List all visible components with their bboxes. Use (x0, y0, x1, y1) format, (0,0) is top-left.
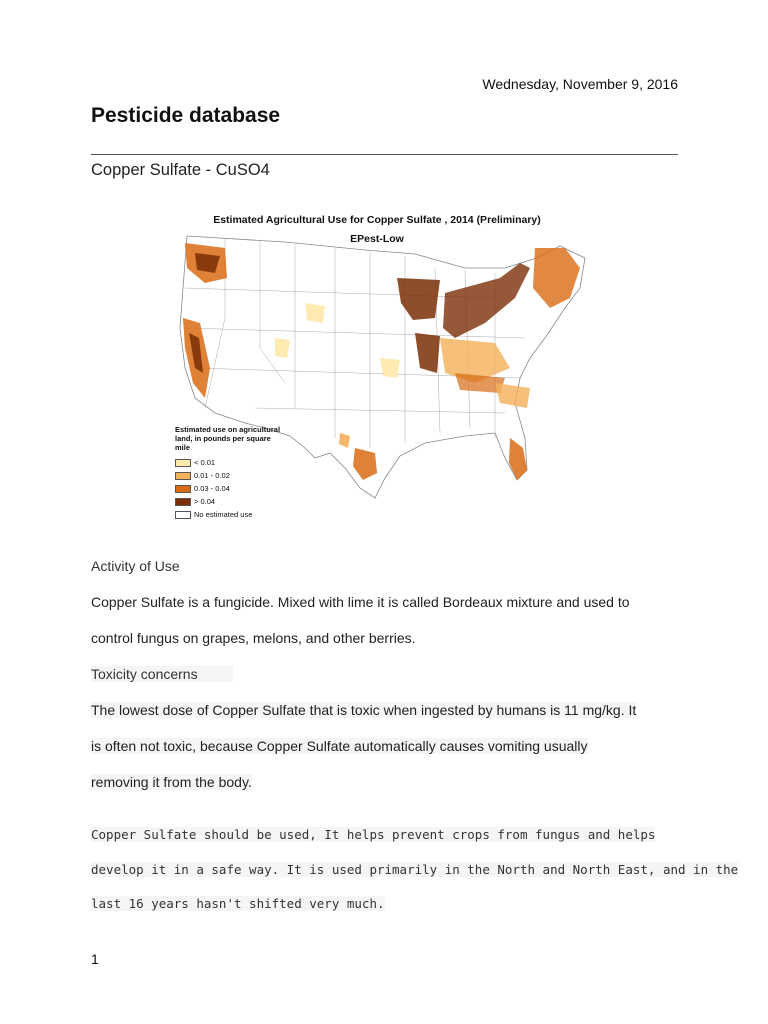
toxicity-line-3: removing it from the body. (91, 774, 252, 790)
map-subtitle: EPest-Low (350, 233, 404, 245)
legend-item (175, 495, 285, 508)
activity-heading: Activity of Use (91, 558, 180, 574)
legend-item (175, 469, 285, 482)
page-number: 1 (91, 951, 99, 967)
legend-item (175, 482, 285, 495)
map-legend (175, 425, 285, 521)
opinion-line-1: Copper Sulfate should be used, It helps prevent crops from fungus and helps (91, 827, 656, 842)
legend-title: Estimated use on agricultural land, in pounds per square mile (175, 425, 281, 452)
legend-item (175, 456, 285, 469)
legend-swatch (175, 511, 191, 519)
activity-line-1: Copper Sulfate is a fungicide. Mixed with lime it is called Bordeaux mixture and used to (91, 594, 630, 610)
legend-label: 0.01 - 0.02 (194, 471, 230, 480)
document-date: Wednesday, November 9, 2016 (482, 76, 678, 92)
legend-swatch (175, 472, 191, 480)
activity-line-2: control fungus on grapes, melons, and other berries. (91, 630, 416, 646)
legend-swatch (175, 485, 191, 493)
page-title: Pesticide database (91, 104, 281, 127)
opinion-line-3: last 16 years hasn't shifted very much. (91, 896, 385, 911)
title-divider (91, 154, 678, 155)
opinion-line-2: develop it in a safe way. It is used primarily in the North and North East, and in the (91, 862, 739, 877)
legend-label: 0.03 - 0.04 (194, 484, 230, 493)
toxicity-heading: Toxicity concerns (91, 666, 233, 682)
map-title: Estimated Agricultural Use for Copper Sulfate , 2014 (Preliminary) (213, 214, 541, 226)
legend-label: No estimated use (194, 510, 253, 519)
toxicity-line-2: is often not toxic, because Copper Sulfate automatically causes vomiting usually (91, 738, 588, 754)
legend-swatch (175, 498, 191, 506)
legend-label: > 0.04 (194, 497, 216, 506)
legend-swatch (175, 459, 191, 467)
toxicity-line-1: The lowest dose of Copper Sulfate that is toxic when ingested by humans is 11 mg/kg. It (91, 702, 637, 718)
legend-item (175, 508, 285, 521)
legend-label: < 0.01 (194, 458, 216, 467)
page-subtitle: Copper Sulfate - CuSO4 (91, 161, 270, 179)
